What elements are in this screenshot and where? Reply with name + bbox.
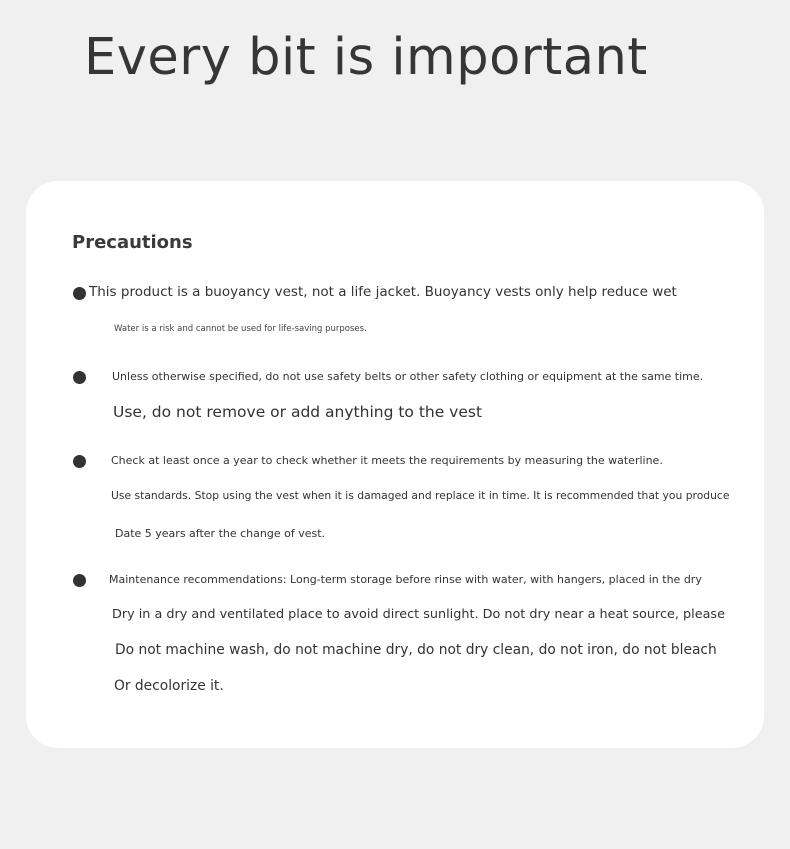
precaution-2-line-2: Use, do not remove or add anything to the vest	[113, 403, 483, 421]
precautions-title: Precautions	[72, 232, 193, 253]
precaution-2-line-1: Unless otherwise specified, do not use safety belts or other safety clothing or equipment at the same time.	[112, 370, 704, 383]
precaution-4-line-1: Maintenance recommendations: Long-term storage before rinse with water, with hangers, placed in the dry	[109, 573, 702, 586]
precaution-3-line-1: Check at least once a year to check whether it meets the requirements by measuring the waterline.	[111, 454, 663, 467]
precaution-4-line-3: Do not machine wash, do not machine dry, do not dry clean, do not iron, do not bleach	[115, 642, 717, 658]
precaution-4-line-2: Dry in a dry and ventilated place to avoid direct sunlight. Do not dry near a heat source, please	[112, 607, 725, 622]
precaution-1-line-1: This product is a buoyancy vest, not a life jacket. Buoyancy vests only help reduce wet	[89, 284, 677, 300]
bullet-icon	[73, 371, 86, 384]
precaution-3-line-2: Use standards. Stop using the vest when it is damaged and replace it in time. It is recommended that you produce	[111, 489, 730, 502]
page-headline: Every bit is important	[84, 28, 648, 87]
precaution-4-line-4: Or decolorize it.	[114, 678, 224, 694]
precaution-1-line-2: Water is a risk and cannot be used for life-saving purposes.	[114, 324, 367, 334]
bullet-icon	[73, 287, 86, 300]
bullet-icon	[73, 455, 86, 468]
bullet-icon	[73, 574, 86, 587]
precaution-3-line-3: Date 5 years after the change of vest.	[115, 527, 326, 540]
precautions-card	[26, 181, 764, 748]
